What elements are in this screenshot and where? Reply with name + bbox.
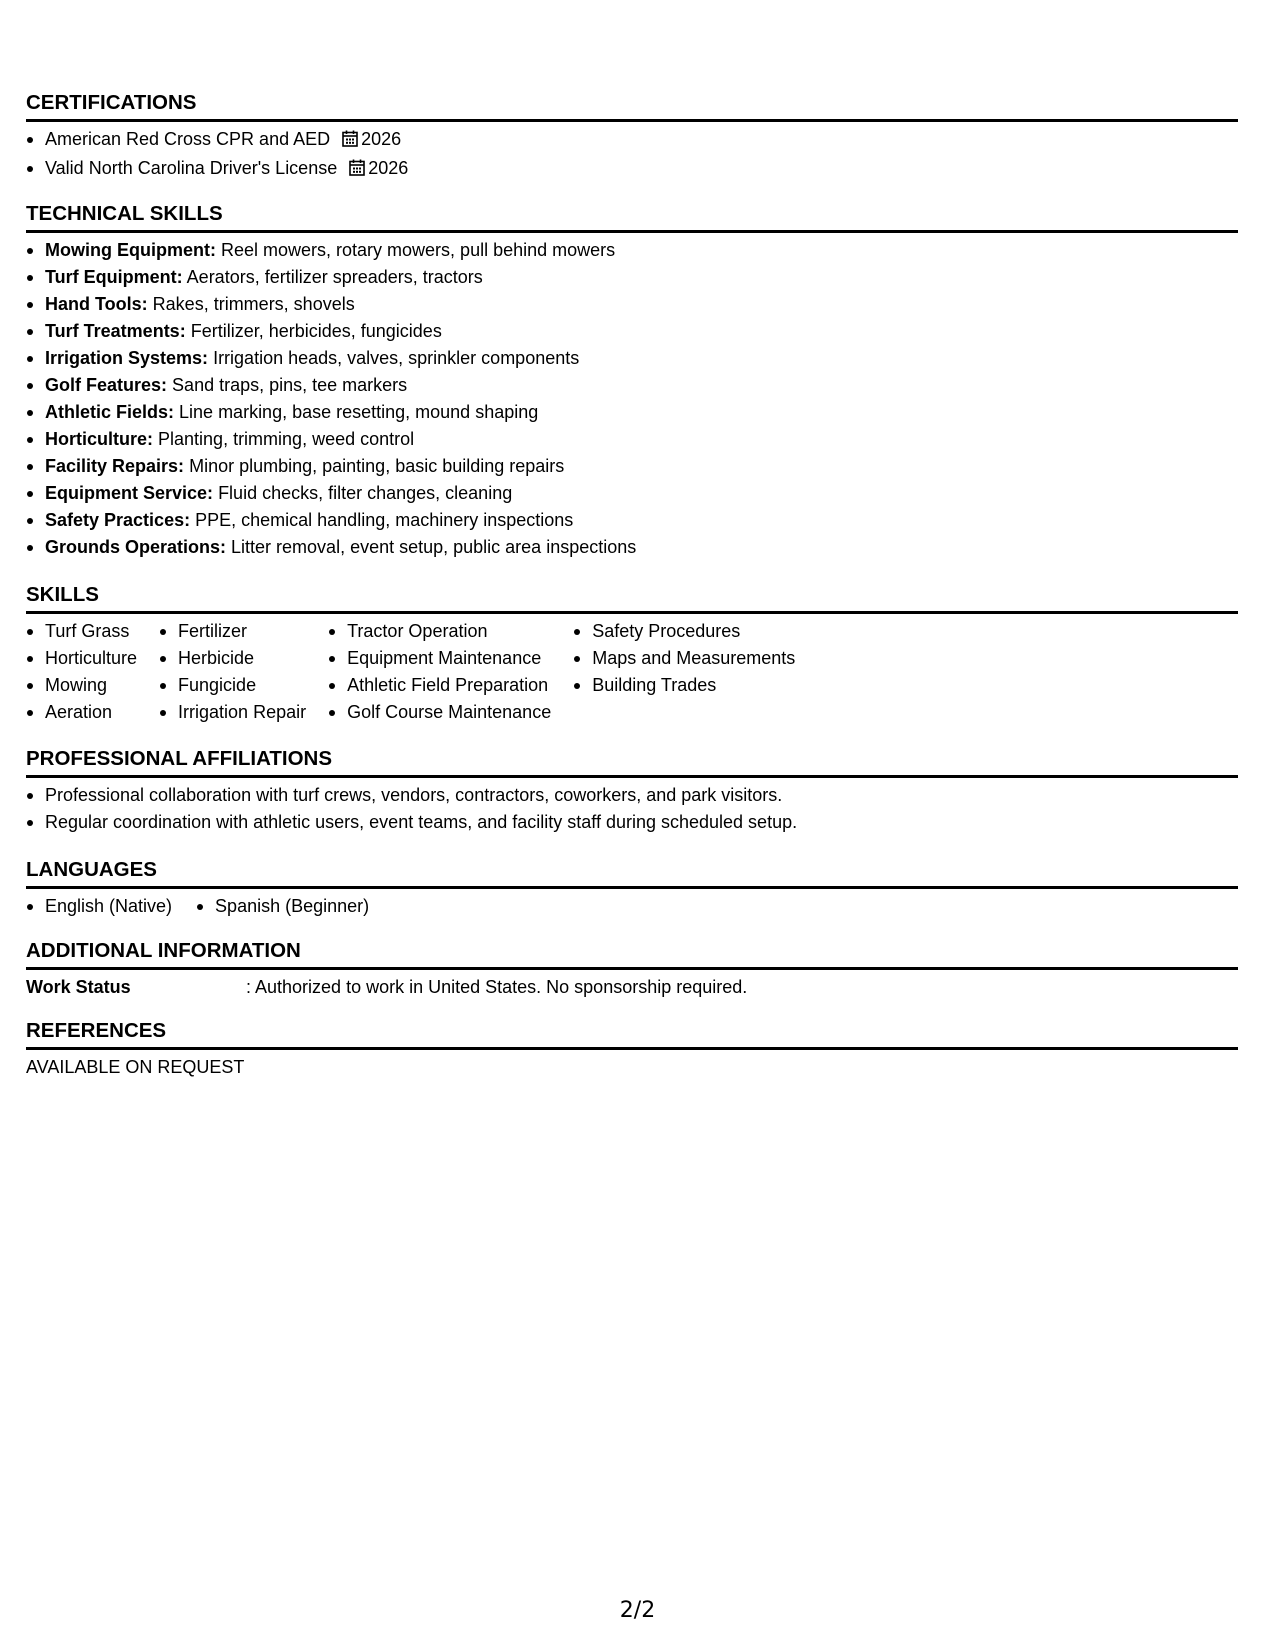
list-item: Aeration xyxy=(26,699,137,726)
additional-info-section xyxy=(26,938,1238,1000)
list-item: Tractor Operation xyxy=(328,618,551,645)
list-item xyxy=(26,264,1238,291)
references-section xyxy=(26,1018,1238,1080)
section-divider xyxy=(26,230,1238,233)
skill-label: Hand Tools: xyxy=(45,294,148,314)
skill-label: Equipment Service: xyxy=(45,483,214,503)
list-item: Athletic Field Preparation xyxy=(328,672,551,699)
calendar-icon xyxy=(342,128,358,155)
section-title: CERTIFICATIONS xyxy=(26,91,197,114)
skill-text: Planting, trimming, weed control xyxy=(158,429,415,449)
work-status-row xyxy=(26,974,1238,1000)
skill-text: Aerators, fertilizer spreaders, tractors xyxy=(186,267,483,287)
technical-skills-list xyxy=(26,237,1238,561)
skill-text: Irrigation heads, valves, sprinkler components xyxy=(213,348,580,368)
section-divider xyxy=(26,119,1238,122)
list-item: Irrigation Repair xyxy=(159,699,306,726)
skill-text: PPE, chemical handling, machinery inspections xyxy=(195,510,574,530)
certification-year: 2026 xyxy=(361,129,402,149)
skill-text: Line marking, base resetting, mound shaping xyxy=(179,402,539,422)
references-text: AVAILABLE ON REQUEST xyxy=(26,1057,245,1077)
work-status-value: : Authorized to work in United States. No sponsorship required. xyxy=(246,977,748,997)
skills-column xyxy=(26,618,137,726)
work-status-label: Work Status xyxy=(26,977,131,997)
list-item xyxy=(26,126,1238,155)
skill-label: Turf Equipment: xyxy=(45,267,183,287)
section-divider xyxy=(26,1047,1238,1050)
skills-columns xyxy=(26,618,1238,726)
skill-label: Golf Features: xyxy=(45,375,168,395)
skill-label: Safety Practices: xyxy=(45,510,191,530)
list-item xyxy=(26,534,1238,561)
skill-label: Turf Treatments: xyxy=(45,321,186,341)
list-item xyxy=(26,318,1238,345)
skills-column xyxy=(573,618,795,726)
list-item: Spanish (Beginner) xyxy=(196,893,369,920)
list-item xyxy=(26,372,1238,399)
list-item xyxy=(26,453,1238,480)
list-item: Herbicide xyxy=(159,645,306,672)
calendar-icon xyxy=(349,157,365,184)
list-item: Golf Course Maintenance xyxy=(328,699,551,726)
list-item xyxy=(26,345,1238,372)
section-title: LANGUAGES xyxy=(26,858,157,881)
languages-list xyxy=(26,893,1238,920)
section-title: ADDITIONAL INFORMATION xyxy=(26,939,301,962)
skill-label: Athletic Fields: xyxy=(45,402,175,422)
list-item: English (Native) xyxy=(26,893,172,920)
section-title: PROFESSIONAL AFFILIATIONS xyxy=(26,747,332,770)
skill-text: Fertilizer, herbicides, fungicides xyxy=(190,321,442,341)
list-item: Fungicide xyxy=(159,672,306,699)
list-item: Maps and Measurements xyxy=(573,645,795,672)
skill-text: Rakes, trimmers, shovels xyxy=(152,294,355,314)
list-item xyxy=(26,480,1238,507)
certification-year: 2026 xyxy=(368,158,409,178)
certifications-list xyxy=(26,126,1238,184)
list-item: Professional collaboration with turf crews, vendors, contractors, coworkers, and park visitors. xyxy=(26,782,1238,809)
list-item: Mowing xyxy=(26,672,137,699)
list-item xyxy=(26,426,1238,453)
list-item: Fertilizer xyxy=(159,618,306,645)
skill-label: Horticulture: xyxy=(45,429,153,449)
certification-name: Valid North Carolina Driver's License xyxy=(45,158,338,178)
certification-name: American Red Cross CPR and AED xyxy=(45,129,331,149)
list-item: Regular coordination with athletic users, event teams, and facility staff during scheduled setup. xyxy=(26,809,1238,836)
page-number: 2/2 xyxy=(619,1598,656,1623)
section-title: REFERENCES xyxy=(26,1019,167,1042)
technical-skills-section xyxy=(26,201,1238,561)
section-divider xyxy=(26,775,1238,778)
list-item: Building Trades xyxy=(573,672,795,699)
list-item xyxy=(26,155,1238,184)
languages-section xyxy=(26,857,1238,920)
certifications-section xyxy=(26,90,1238,184)
list-item xyxy=(26,399,1238,426)
list-item: Horticulture xyxy=(26,645,137,672)
skill-text: Litter removal, event setup, public area inspections xyxy=(231,537,637,557)
section-divider xyxy=(26,886,1238,889)
list-item: Turf Grass xyxy=(26,618,137,645)
skill-text: Reel mowers, rotary mowers, pull behind mowers xyxy=(221,240,616,260)
skill-text: Fluid checks, filter changes, cleaning xyxy=(218,483,513,503)
skills-column xyxy=(328,618,551,726)
affiliations-section xyxy=(26,746,1238,836)
section-title: TECHNICAL SKILLS xyxy=(26,202,223,225)
list-item xyxy=(26,507,1238,534)
section-divider xyxy=(26,611,1238,614)
skills-section xyxy=(26,582,1238,726)
skill-label: Irrigation Systems: xyxy=(45,348,209,368)
list-item xyxy=(26,237,1238,264)
skill-text: Minor plumbing, painting, basic building repairs xyxy=(189,456,565,476)
skill-text: Sand traps, pins, tee markers xyxy=(172,375,408,395)
skill-label: Facility Repairs: xyxy=(45,456,185,476)
list-item: Equipment Maintenance xyxy=(328,645,551,672)
section-divider xyxy=(26,967,1238,970)
skills-column xyxy=(159,618,306,726)
section-title: SKILLS xyxy=(26,583,99,606)
affiliations-list xyxy=(26,782,1238,836)
list-item xyxy=(26,291,1238,318)
skill-label: Grounds Operations: xyxy=(45,537,227,557)
list-item: Safety Procedures xyxy=(573,618,795,645)
skill-label: Mowing Equipment: xyxy=(45,240,216,260)
